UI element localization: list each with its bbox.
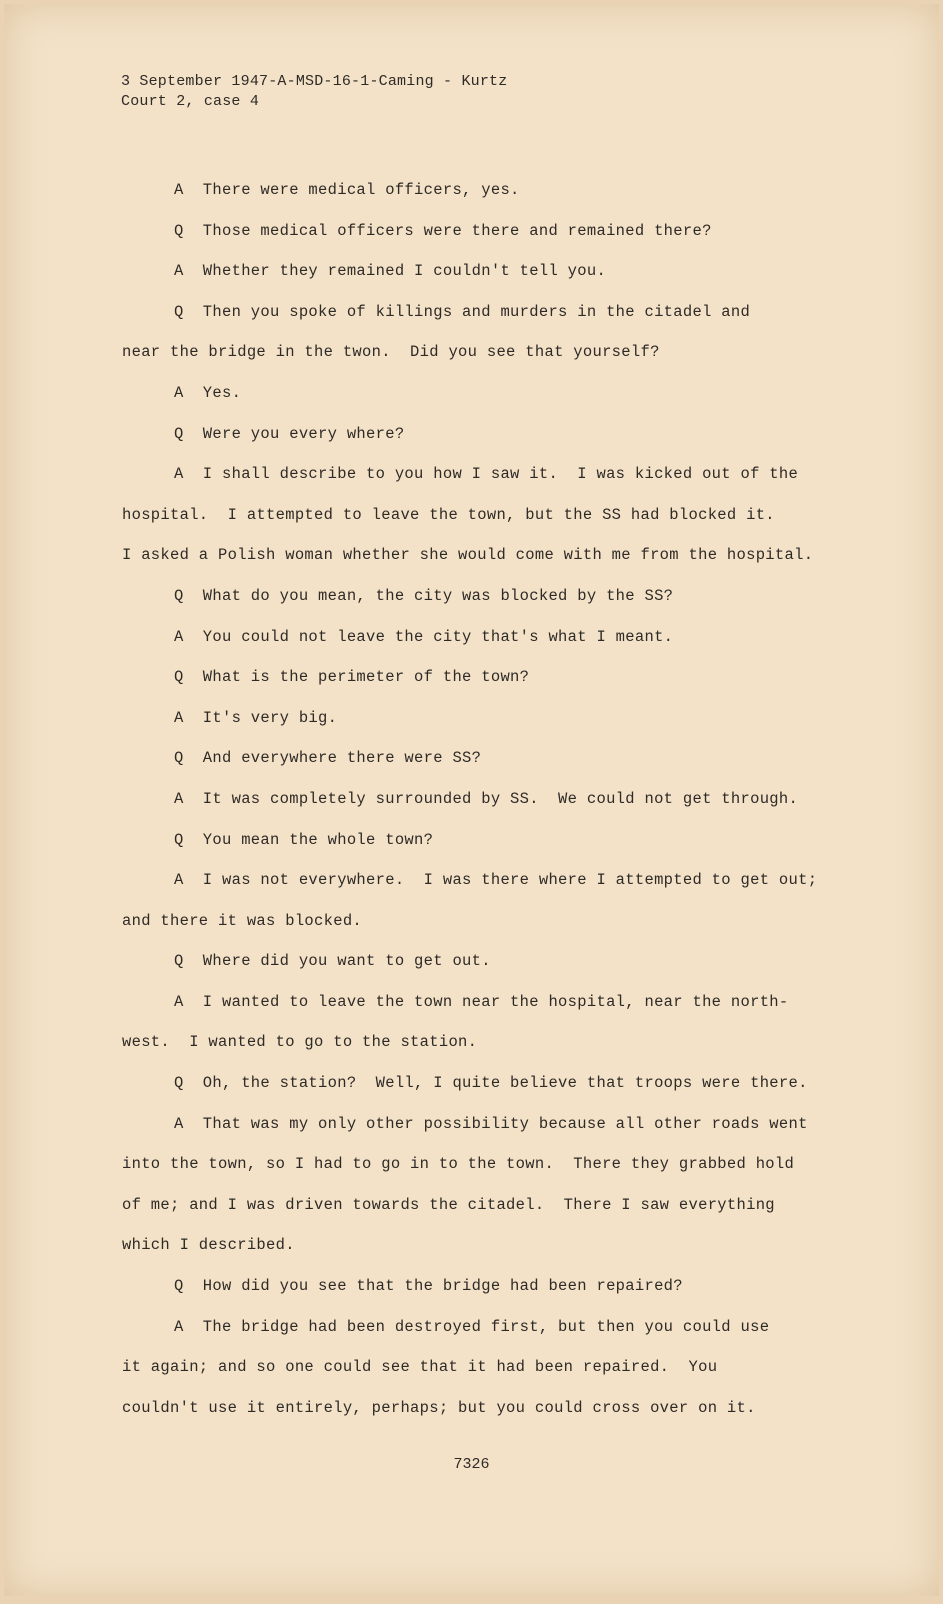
transcript-line: near the bridge in the twon. Did you see that yourself? — [122, 343, 660, 362]
transcript-line: A The bridge had been destroyed first, but then you could use — [174, 1317, 770, 1336]
transcript-line: which I described. — [122, 1236, 295, 1255]
transcript-line: and there it was blocked. — [122, 911, 363, 930]
transcript-line: A It was completely surrounded by SS. We could not get through. — [174, 789, 799, 808]
header-date-line: 3 September 1947-A-MSD-16-1-Caming - Kurtz — [121, 73, 508, 90]
transcript-line: Q How did you see that the bridge had been repaired? — [174, 1277, 683, 1296]
transcript-body — [122, 170, 862, 1428]
transcript-line: Q You mean the whole town? — [174, 830, 434, 849]
transcript-line: A I was not everywhere. I was there where I attempted to get out; — [174, 871, 818, 890]
transcript-line: Q Where did you want to get out. — [174, 952, 491, 971]
transcript-line: into the town, so I had to go in to the town. There they grabbed hold — [122, 1155, 795, 1174]
transcript-line: Q What is the perimeter of the town? — [174, 668, 530, 687]
transcript-line: Q What do you mean, the city was blocked by the SS? — [174, 586, 674, 605]
transcript-line: I asked a Polish woman whether she would come with me from the hospital. — [122, 546, 814, 565]
transcript-line: west. I wanted to go to the station. — [122, 1033, 478, 1052]
transcript-line: Q Then you spoke of killings and murders in the citadel and — [174, 302, 751, 321]
transcript-line: Q And everywhere there were SS? — [174, 749, 482, 768]
transcript-line: hospital. I attempted to leave the town, but the SS had blocked it. — [122, 505, 775, 524]
transcript-line: A I shall describe to you how I saw it. I was kicked out of the — [174, 465, 799, 484]
transcript-line: Q Those medical officers were there and remained there? — [174, 221, 712, 240]
transcript-line: A You could not leave the city that's what I meant. — [174, 627, 674, 646]
transcript-line: Q Were you every where? — [174, 424, 405, 443]
page-number: 7326 — [453, 1456, 490, 1473]
transcript-line: A It's very big. — [174, 708, 338, 727]
transcript-line: it again; and so one could see that it had been repaired. You — [122, 1358, 718, 1377]
transcript-line: A There were medical officers, yes. — [174, 181, 520, 199]
transcript-line: A I wanted to leave the town near the hospital, near the north- — [174, 992, 789, 1011]
document-page — [4, 4, 939, 1596]
transcript-line: couldn't use it entirely, perhaps; but you could cross over on it. — [122, 1398, 756, 1417]
header-court-line: Court 2, case 4 — [121, 93, 260, 110]
transcript-line: A That was my only other possibility because all other roads went — [174, 1114, 808, 1133]
transcript-line: of me; and I was driven towards the citadel. There I saw everything — [122, 1195, 775, 1214]
transcript-line: Q Oh, the station? Well, I quite believe that troops were there. — [174, 1074, 808, 1093]
transcript-line: A Whether they remained I couldn't tell you. — [174, 262, 607, 281]
document-header — [121, 72, 507, 112]
transcript-line: A Yes. — [174, 383, 242, 402]
